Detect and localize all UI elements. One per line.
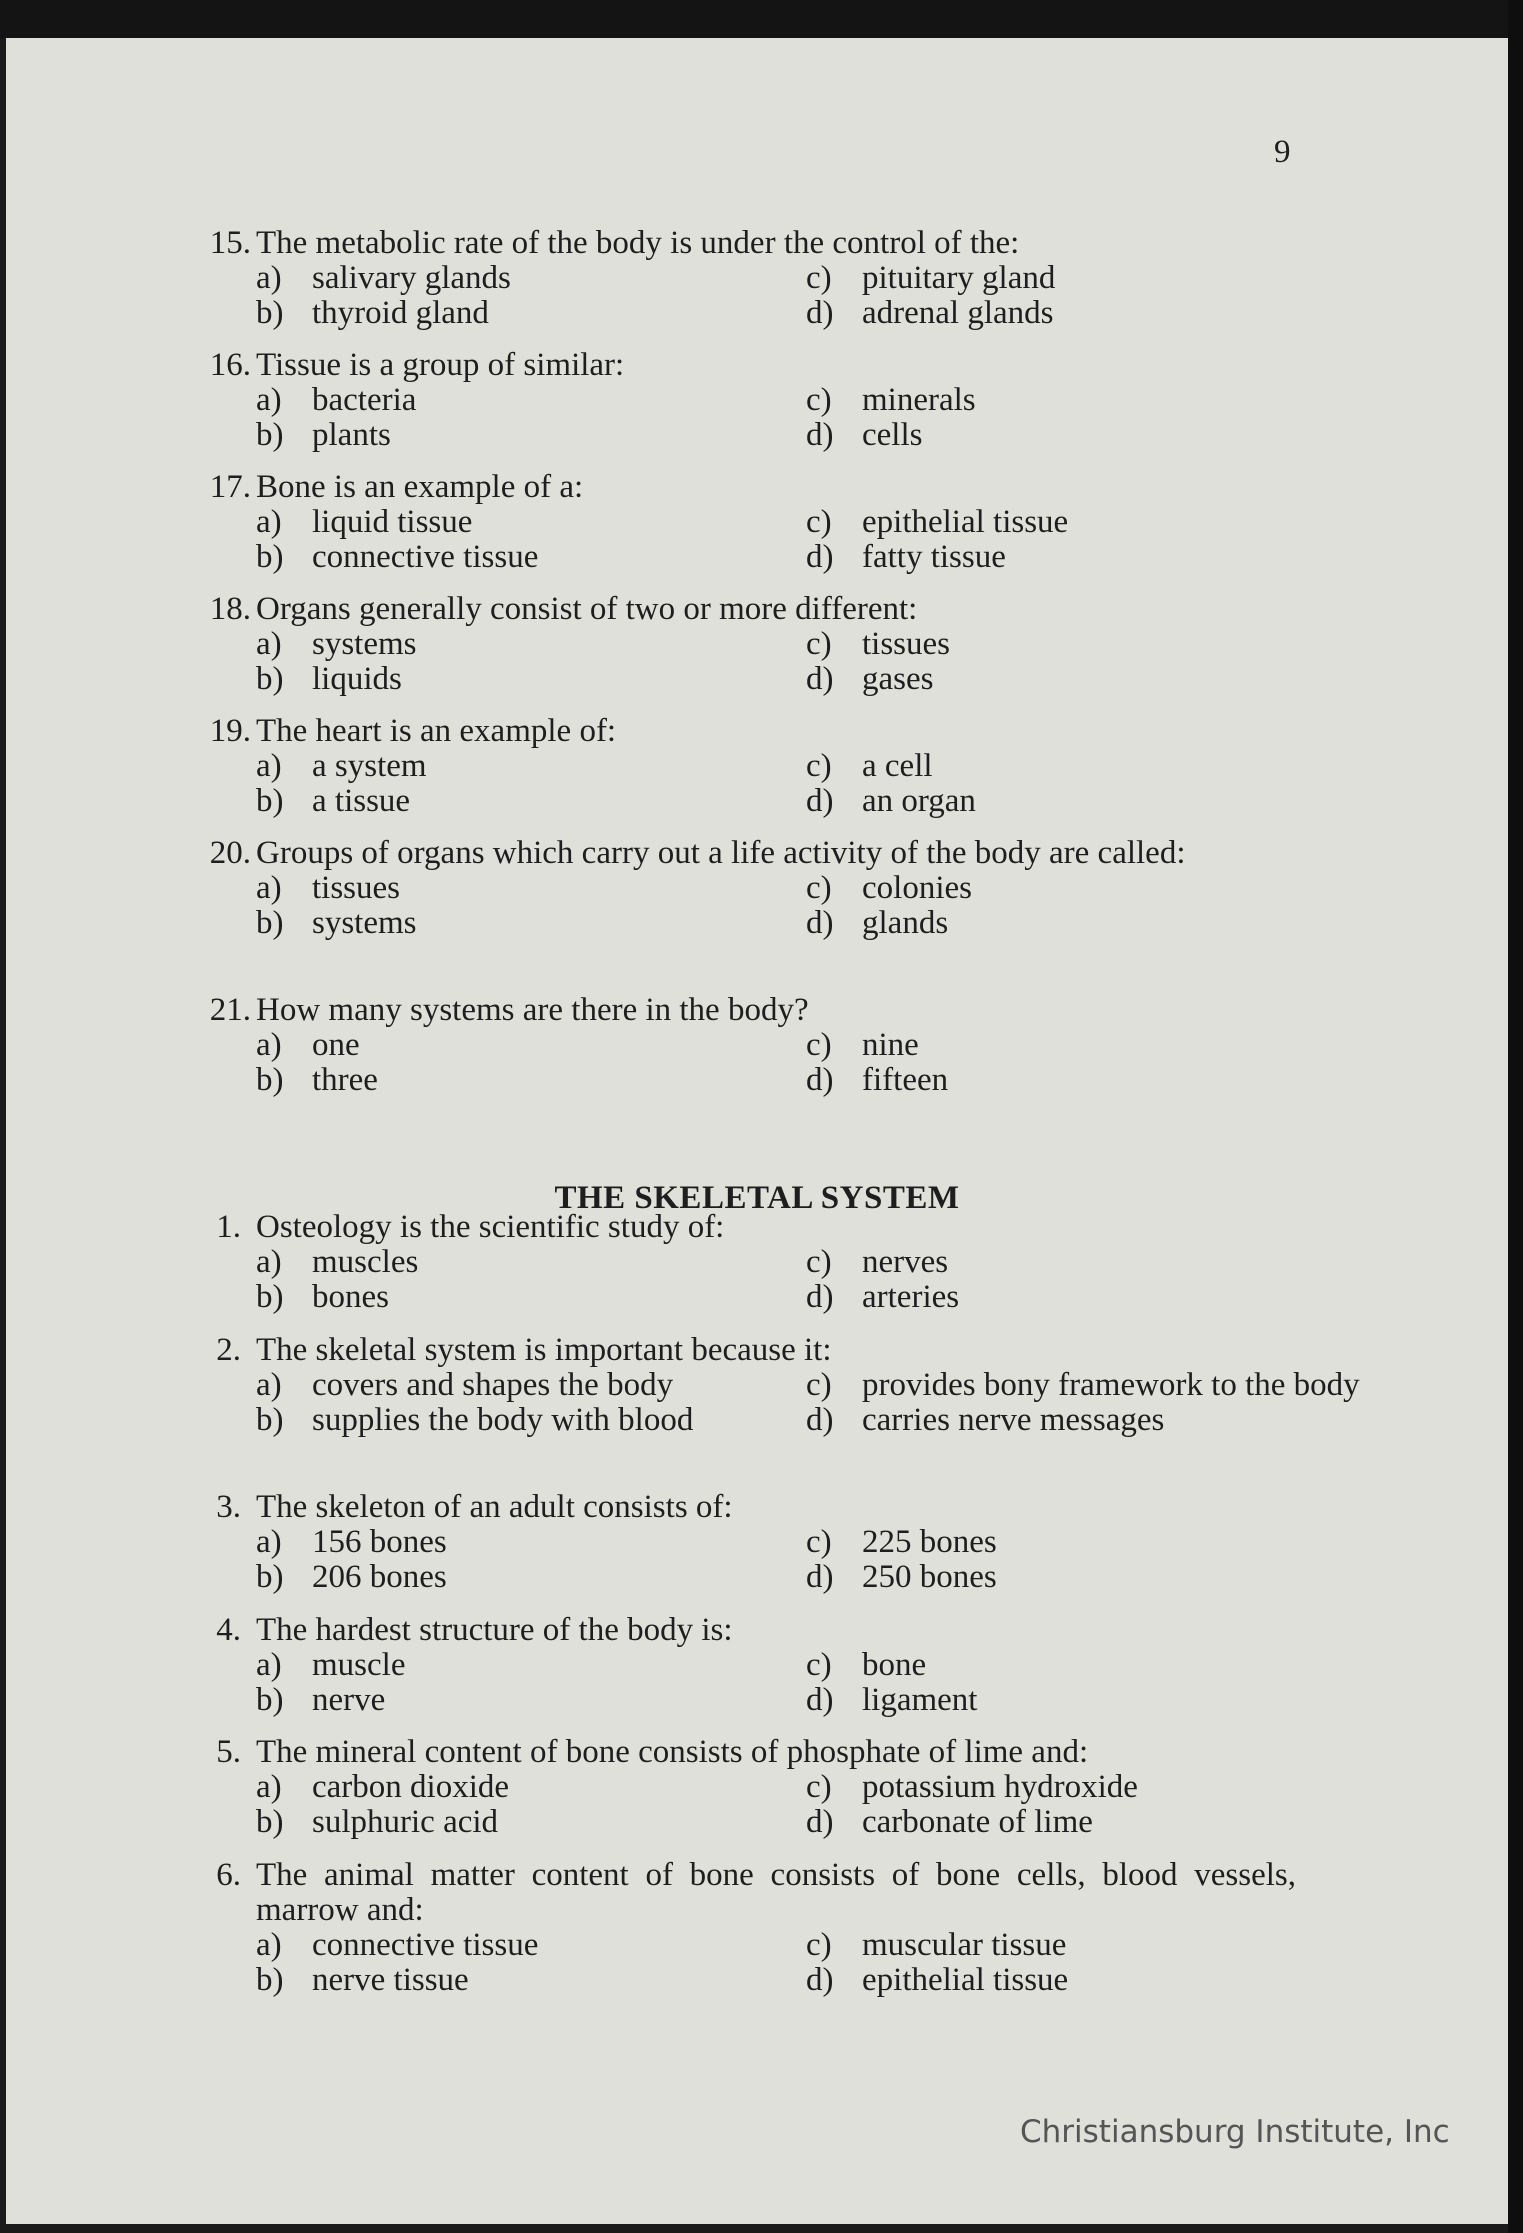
option-c	[806, 1028, 1366, 1063]
option-d	[806, 1560, 1366, 1595]
option-letter: b)	[256, 661, 284, 697]
option-c	[806, 383, 1366, 418]
option-b	[256, 1560, 806, 1595]
question-number: 17.	[209, 469, 251, 505]
option-a	[256, 627, 806, 662]
question-number: 4.	[216, 1612, 241, 1648]
question-number: 2.	[216, 1332, 241, 1368]
option-text: connective tissue	[312, 1927, 539, 1963]
question-text: The skeletal system is important because it:	[256, 1332, 832, 1368]
option-b	[256, 1063, 806, 1098]
option-letter: d)	[806, 1402, 834, 1438]
option-text: muscle	[312, 1647, 406, 1683]
option-a	[256, 383, 806, 418]
question-15	[186, 226, 1296, 331]
option-letter: a)	[256, 1367, 282, 1403]
option-letter: c)	[806, 1027, 832, 1063]
option-d	[806, 784, 1366, 819]
option-letter: d)	[806, 1279, 834, 1315]
option-a	[256, 1648, 806, 1683]
option-letter: c)	[806, 1367, 832, 1403]
option-letter: a)	[256, 870, 282, 906]
option-text: supplies the body with blood	[312, 1402, 694, 1438]
option-b	[256, 1805, 806, 1840]
option-letter: d)	[806, 539, 834, 575]
option-a	[256, 1525, 806, 1560]
option-letter: a)	[256, 1244, 282, 1280]
option-letter: d)	[806, 1062, 834, 1098]
option-a	[256, 1770, 806, 1805]
option-text: muscular tissue	[862, 1927, 1067, 1963]
option-c	[806, 1525, 1366, 1560]
option-letter: b)	[256, 1402, 284, 1438]
option-text: nerve	[312, 1682, 386, 1718]
question-text: The heart is an example of:	[256, 713, 617, 749]
option-c	[806, 1368, 1366, 1403]
option-text: ligament	[862, 1682, 978, 1718]
option-letter: b)	[256, 417, 284, 453]
option-text: plants	[312, 417, 391, 453]
question-21	[186, 993, 1296, 1098]
document-page	[6, 38, 1508, 2224]
question-text: Osteology is the scientific study of:	[256, 1209, 725, 1245]
option-letter: b)	[256, 1804, 284, 1840]
question-text: The mineral content of bone consists of phosphate of lime and:	[256, 1734, 1089, 1770]
option-text: carries nerve messages	[862, 1402, 1165, 1438]
option-text: 206 bones	[312, 1559, 447, 1595]
option-text: epithelial tissue	[862, 504, 1069, 540]
option-b	[256, 1963, 806, 1998]
option-letter: b)	[256, 1682, 284, 1718]
option-letter: d)	[806, 295, 834, 331]
page-number: 9	[1274, 134, 1291, 170]
option-text: muscles	[312, 1244, 419, 1280]
option-letter: a)	[256, 1524, 282, 1560]
question-16	[186, 348, 1296, 453]
option-text: 250 bones	[862, 1559, 997, 1595]
option-a	[256, 505, 806, 540]
option-letter: d)	[806, 1559, 834, 1595]
option-c	[806, 1245, 1366, 1280]
option-letter: a)	[256, 1647, 282, 1683]
section-heading: THE SKELETAL SYSTEM	[554, 1180, 960, 1216]
option-letter: b)	[256, 783, 284, 819]
option-text: covers and shapes the body	[312, 1367, 674, 1403]
option-letter: b)	[256, 1062, 284, 1098]
option-letter: c)	[806, 1524, 832, 1560]
option-text: nine	[862, 1027, 919, 1063]
option-text: carbonate of lime	[862, 1804, 1093, 1840]
question-text: Groups of organs which carry out a life activity of the body are called:	[256, 835, 1186, 871]
option-b	[256, 662, 806, 697]
option-text: three	[312, 1062, 378, 1098]
option-text: bone	[862, 1647, 927, 1683]
option-text: tissues	[312, 870, 401, 906]
option-letter: d)	[806, 783, 834, 819]
option-text: epithelial tissue	[862, 1962, 1069, 1998]
question-number: 18.	[209, 591, 251, 627]
option-text: a cell	[862, 748, 933, 784]
option-c	[806, 627, 1366, 662]
option-c	[806, 1928, 1366, 1963]
option-text: connective tissue	[312, 539, 539, 575]
scan-border-top	[0, 0, 1523, 38]
option-text: sulphuric acid	[312, 1804, 499, 1840]
question-20	[186, 836, 1296, 941]
question-number: 6.	[216, 1857, 241, 1893]
option-b	[256, 906, 806, 941]
option-letter: c)	[806, 1244, 832, 1280]
watermark: Christiansburg Institute, Inc	[1020, 2114, 1450, 2150]
option-text: arteries	[862, 1279, 960, 1315]
option-text: systems	[312, 905, 417, 941]
option-text: glands	[862, 905, 949, 941]
question-text: Bone is an example of a:	[256, 469, 584, 505]
scan-border-right	[1508, 0, 1523, 2233]
option-letter: b)	[256, 1559, 284, 1595]
option-text: systems	[312, 626, 417, 662]
option-letter: a)	[256, 1927, 282, 1963]
option-text: fifteen	[862, 1062, 949, 1098]
question-2	[186, 1332, 1360, 1438]
option-text: 225 bones	[862, 1524, 997, 1560]
option-text: potassium hydroxide	[862, 1769, 1138, 1805]
question-text: The hardest structure of the body is:	[256, 1612, 733, 1648]
option-letter: a)	[256, 1027, 282, 1063]
question-5	[186, 1735, 1296, 1840]
question-18	[186, 592, 1296, 697]
option-letter: d)	[806, 905, 834, 941]
option-d	[806, 1805, 1366, 1840]
option-letter: c)	[806, 1927, 832, 1963]
question-text: The animal matter content of bone consists of bone cells, blood vessels, marrow and:	[256, 1857, 1296, 1928]
option-letter: d)	[806, 1682, 834, 1718]
option-letter: c)	[806, 748, 832, 784]
question-1	[186, 1210, 1296, 1315]
option-letter: c)	[806, 504, 832, 540]
option-d	[806, 1683, 1366, 1718]
option-letter: d)	[806, 1804, 834, 1840]
option-d	[806, 1280, 1366, 1315]
option-text: bacteria	[312, 382, 417, 418]
option-letter: c)	[806, 1769, 832, 1805]
option-letter: a)	[256, 504, 282, 540]
option-a	[256, 1245, 806, 1280]
question-text: Tissue is a group of similar:	[256, 347, 625, 383]
option-letter: a)	[256, 382, 282, 418]
option-text: minerals	[862, 382, 976, 418]
option-letter: c)	[806, 260, 832, 296]
option-text: nerves	[862, 1244, 949, 1280]
option-d	[806, 662, 1366, 697]
option-d	[806, 1963, 1366, 1998]
option-text: liquids	[312, 661, 402, 697]
option-text: fatty tissue	[862, 539, 1006, 575]
option-text: thyroid gland	[312, 295, 489, 331]
option-b	[256, 296, 806, 331]
option-a	[256, 871, 806, 906]
option-text: an organ	[862, 783, 976, 819]
option-b	[256, 1683, 806, 1718]
question-number: 21.	[209, 992, 251, 1028]
question-19	[186, 714, 1296, 819]
option-letter: b)	[256, 905, 284, 941]
option-b	[256, 418, 806, 453]
option-c	[806, 1648, 1366, 1683]
question-number: 16.	[209, 347, 251, 383]
question-text: How many systems are there in the body?	[256, 992, 809, 1028]
option-a	[256, 749, 806, 784]
question-text: Organs generally consist of two or more different:	[256, 591, 918, 627]
option-text: a system	[312, 748, 427, 784]
question-number: 3.	[216, 1489, 241, 1525]
question-17	[186, 470, 1296, 575]
option-a	[256, 1368, 806, 1403]
option-letter: d)	[806, 1962, 834, 1998]
question-4	[186, 1613, 1296, 1718]
option-a	[256, 1928, 806, 1963]
option-text: cells	[862, 417, 923, 453]
option-letter: c)	[806, 870, 832, 906]
option-c	[806, 261, 1366, 296]
option-text: gases	[862, 661, 934, 697]
question-6	[186, 1858, 1296, 1998]
option-d	[806, 418, 1366, 453]
option-b	[256, 1403, 806, 1438]
question-number: 1.	[216, 1209, 241, 1245]
option-letter: b)	[256, 539, 284, 575]
option-letter: c)	[806, 626, 832, 662]
option-text: bones	[312, 1279, 389, 1315]
option-letter: d)	[806, 417, 834, 453]
option-text: 156 bones	[312, 1524, 447, 1560]
option-c	[806, 1770, 1366, 1805]
option-c	[806, 871, 1366, 906]
option-d	[806, 540, 1366, 575]
question-number: 15.	[209, 225, 251, 261]
option-text: a tissue	[312, 783, 411, 819]
question-text: The metabolic rate of the body is under the control of the:	[256, 225, 1020, 261]
option-letter: d)	[806, 661, 834, 697]
option-c	[806, 505, 1366, 540]
question-number: 19.	[209, 713, 251, 749]
option-text: carbon dioxide	[312, 1769, 510, 1805]
option-b	[256, 784, 806, 819]
option-letter: a)	[256, 748, 282, 784]
option-c	[806, 749, 1366, 784]
option-d	[806, 1403, 1366, 1438]
option-text: colonies	[862, 870, 972, 906]
option-letter: c)	[806, 1647, 832, 1683]
option-text: tissues	[862, 626, 951, 662]
question-text: The skeleton of an adult consists of:	[256, 1489, 733, 1525]
option-d	[806, 296, 1366, 331]
option-letter: a)	[256, 260, 282, 296]
option-d	[806, 1063, 1366, 1098]
option-b	[256, 540, 806, 575]
option-letter: b)	[256, 295, 284, 331]
question-3	[186, 1490, 1296, 1595]
option-letter: b)	[256, 1962, 284, 1998]
option-text: liquid tissue	[312, 504, 473, 540]
option-letter: a)	[256, 1769, 282, 1805]
option-text: nerve tissue	[312, 1962, 469, 1998]
option-text: one	[312, 1027, 360, 1063]
option-a	[256, 1028, 806, 1063]
option-letter: c)	[806, 382, 832, 418]
option-d	[806, 906, 1366, 941]
option-letter: a)	[256, 626, 282, 662]
question-number: 20.	[209, 835, 251, 871]
question-number: 5.	[216, 1734, 241, 1770]
option-a	[256, 261, 806, 296]
option-letter: b)	[256, 1279, 284, 1315]
option-text: salivary glands	[312, 260, 511, 296]
option-text: adrenal glands	[862, 295, 1054, 331]
option-text: provides bony framework to the body	[862, 1367, 1360, 1403]
option-text: pituitary gland	[862, 260, 1056, 296]
option-b	[256, 1280, 806, 1315]
